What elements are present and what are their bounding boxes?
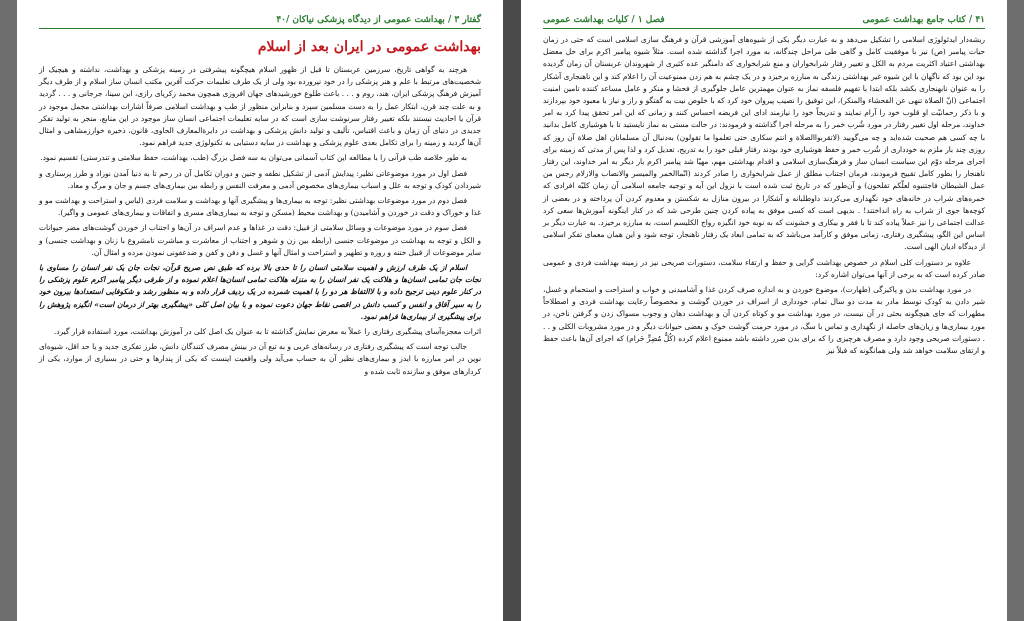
page-header <box>543 12 985 29</box>
paragraph: جالب توجه است که پیشگیری رفتاری در رسانه‌های غربی و به تبع آن در بینش مصرف کنندگان دانش، طرز تفکری جدید و یا حد اقل، شیوه‌ای نوین در امر مبارزه با ایدز و بیماری‌های نظیر آن به حساب می‌آید ولی واقعیت اینست که یکی از پندارها و حتی در بسیاری از موارد، یکی از کردارهای موفق و سازنده ثابت شده و <box>39 342 481 376</box>
paragraph: فصل دوم در مورد موضوعات بهداشتی نظیر: توجه به بیماری‌ها و پیشگیری آنها و بهداشت و سلامت فردی (لباس و استراحت و بهداشت مو و غذا و خوراک و دقت در خوردن و آشامیدن) و بهداشت محیط (مسکن و توجه به بیماری‌های مسری و اتفاقات و بیماری‌های عمومی و واگیر). <box>39 196 481 218</box>
paragraph: در مورد بهداشت بدن و پاکیزگی (طهارت)، موضوع خوردن و به اندازه صرف کردن غذا و آشامیدنی و خواب و استراحت و استحمام و غسل، شیر دادن به کودک توسط مادر به مدت دو سال تمام، خودداری از اسراف در خوردن گوشت و مخصوصاً رعایت بهداشت فردی و اصطلاحاً مطهرات که جای هیچگونه بحثی در آن نیست، در مورد بهداشت مو و کوتاه کردن آن و بهداشت دهان و وجوب مسواک زدن و گرفتن ناخن، در مورد بیماری‌ها و زیان‌های حاصله از نگهداری و تماس با سگ، در مورد حرمت گوشت خوک و بعضی حیوانات دیگر و در مورد مشروبات الکلی و . . . دستورات صریحی وجود دارد و مصرف هرچیزی را که برای بدن ضرر داشته باشد ممنوع اعلام کرده (کُلُّ مُضِرٍّ حَرام) که اجرای آن‌ها باعث حفظ و ارتقای سلامت خواهد شد ولی همانگونه که قبلاً نیز <box>543 285 985 356</box>
paragraph: هرچند به گواهی تاریخ، سرزمین عربستان تا قبل از ظهور اسلام هیچگونه پیشرفتی در زمینه پزشکی و بهداشت، نداشته و هیچیک از شخصیت‌های مرتبط با علم و هنر پزشکی را در خود نپرورده بود ولی از یک طرف تعلیمات حرکت آفرین مکتب انسان ساز اسلام و از طرف دیگر آمیزش فرهنگ پزشکی ایران، هند، روم و . . . باعث طلوع خورشیدهای جهان افروزی همچون محمد زکریای رازی، ابن سینا، جرجانی و . . . گردید و به علت چند قرن، ابتکار عمل را به دست مسلمین سپرد و بنابراین منظور از طب و بهداشت اسلامی صرفاً اشارات بهداشتی مجمل موجود در قرآن یا احادیث نیستند بلکه تغییر رفتار سرنوشت سازی است که در سایه تعلیمات اجتماعی انسان ساز موجود در این منابع، منجر به تولید تفکر جدیدی در دنیای آن زمان و باعث اقتباس، تألیف و تولید دانش پزشکی و بهداشت در دایرةالمعارف الحاوی، قانون، ذخیره خوارزمشاهی و امثال آن‌ها گردید و زمینه را برای تکامل بعدی علوم پزشکی و بهداشت در سایه دستیابی به تکنولوژی جدید فراهم نمود. <box>39 65 481 148</box>
paragraph: فصل سوم در مورد موضوعات و وسائل سلامتی از قبیل: دقت در غذاها و عدم اسراف در آن‌ها و اجتناب از خوردن گوشت‌های مضر حیوانات و الکل و توجه به بهداشت در موضوعات جنسی (رابطه بین زن و شوهر و اجتناب از معاشرت و مباشرت نامشروع با زنان و بهداشت جنسی) و سایر موضوعات از قبیل ختنه و روزه و تطهیر و استراحت و امثال آنها و غسل و دفن و کفن و ضدعفونی نمودن مرده و امثال آن. <box>39 223 481 257</box>
running-title: ۴۱ / کتاب جامع بهداشت عمومی <box>862 15 985 25</box>
paragraph: ریشه‌دار ایدئولوژی اسلامی را تشکیل می‌دهد و به عبارت دیگر یکی از شیوه‌های آموزشی قرآن و فرهنگ سازی اسلامی است که حتی در زمان حیات پیامبر (ص) نیز با موفقیت کامل و گاهی طی مراحل چندگانه، به مورد اجرا گذاشته شده است. مثلاً شیوه پیامبر اکرم برای حل معضل بهداشتی اعتیاد اکثریت مردم به الکل و تغییر رفتار شرابخواران و منع شرابخواری که دامنگیر عده کثیری از شهروندان عربستان آن زمان گردیده بود این بود که ناگهان با این شیوه غیر بهداشتی زندگی به مبارزه برخیزد و در یک چشم به هم زدن ممنوعیت آن را اعلام کند و این ناهنجاری آشکار را به عنوان نابهنجاری بکشد بلکه ابتدا با تفهیم فلسفه نماز به عنوان مهمترین عامل جلوگیری از فحشا و منکر و عامل مساعد کننده تامین امنیت اجتماعی (انّ الصلاة تنهی عن الفحشاء والمنکر)، این توفیق را نصیب پیروان خود کرد که با خلوص نیت به گفتگو و راز و نیاز با معبود خود بپردازند و با ذکر رحمانیّت او قلوب خود را آرام نمایند و تدریجاً خود را نیازمند ادای این فریضه احساس کنند و زمانی که این امر تحقق پیدا کرد به امر خداوند، مرحله اول تغییر رفتار در مورد شُرب خمر را به مرحله اجرا گذاشته و فرمودند: در حالت مستی به نماز نایستید تا با هوشیاری کامل بدانید با چه کسی هم صحبت شده‌اید و چه می‌گویید (لاتقربواالصلاة و انتم سکاری حتی تعلموا ما تقولون) به‌دنبال آن مسلمانان اهل صلاة آن روز که روزی چند بار ملزم به خودداری از شُرب خمر و حفظ هوشیاری خود بودند رفتار قبلی خود را به تدریج، تعدیل کرد و لذا پس از مدتی که زمینه برای اجرای مرحله دوّم این سیاست انسان ساز و فرهنگ‌سازی اسلامی و اقدام بهداشتی مهم، مهیّا شد پیامبر اکرم بار دیگر به امر خداوند، این رفتار ناهنجار را بطور کامل تقبیح فرمودند، فرمان اجتناب مطلق از عمل شرابخواری را صادر کردند (انّماالخمر والمیسر والانصاب والازلام رجس من عمل الشیطان فاجتنبوه لعلّکم تفلحون) و آن‌طور که در تاریخ ثبت شده است با نزول این آیه و توجیه جامعه اسلامی آن زمان کلیّه افرادی که خمره‌های شراب در خانه‌های خود نگهداری می‌کردند داوطلبانه و آشکارا در بیرون منازل به شکستن و معدوم کردن آن پرداخته و در بعضی از کوچه‌ها جوی از شراب به راه انداختند! . بدیهی است که کسی موفق به پیاده کردن چنین طرحی شد که در کنار اینگونه آموزش‌ها سعی کرد عدالت اجتماعی را نیز عملاً پیاده کند تا با فقر و بیکاری و خشونت که به نوبه خود انگیزه رواج الکلیسم است، به مبارزه برخیزد. به عبارت دیگر بر اساس این الگو، پیشگیری رفتاری، زمانی موفق و کارآمد می‌باشد که به تمامی ابعاد یک رفتار ناهنجار، توجه شود و این همان معمای تفکر اسلامی از دیدگاه ادیان الهی است. <box>543 35 985 252</box>
book-gutter <box>503 0 521 621</box>
paragraph: اسلام از یک طرف ارزش و اهمیت سلامتی انسان را تا حدی بالا برده که طبق نص صریح قرآن، نجات جان یک نفر انسان را مساوی با نجات جان تمامی انسان‌ها و هلاکت یک نفر انسان را به منزله هلاکت تمامی انسان‌ها اعلام نموده و از طرفی دیگر پیامبر اکرم علوم پزشکی را در کنار علوم دینی ترجیح داده و با لاالتفاظ هر دو را با اهمیت شمرده در یک ردیف قرار داده و به منظور رشد و شکوفایی استعدادها بیرون خود را به سیر آفاق و انفس و کسب دانش در اقصی نقاط جهان دعوت نموده و با بیان اصل کلی «پیشگیری بهتر از درمان است» انگیزه پژوهش را برای پیشگیری از بیماری‌ها فراهم نمود. <box>39 263 481 321</box>
paragraph: به طور خلاصه طب قرآنی را با مطالعه این کتاب آسمانی می‌توان به سه فصل بزرگ (طب، بهداشت، حفظ سلامتی و تندرستی) تقسیم نمود. <box>40 153 467 163</box>
paragraph: فصل اول در مورد موضوعاتی نظیر: پیدایش آدمی از تشکیل نطفه و جنین و دوران تکامل آن در رحم تا به دنیا آمدن نوزاد و طرز پرستاری و شیردادن کودک و توجه به علل و اسباب بیماری‌های مخصوص آدمی و معرفت النفس و رابطه بین بیماری‌های جسم و جان و مرگ و معاد. <box>39 168 481 190</box>
page-body <box>543 34 985 611</box>
chapter-title: فصل ۱ / کلیات بهداشت عمومی <box>543 15 665 25</box>
page-header <box>39 12 481 29</box>
paragraph: اثرات معجزه‌آسای پیشگیری رفتاری را عملاً به معرض نمایش گذاشته تا به عنوان یک اصل کلی در آموزش بهداشت، مورد استفاده قرار گیرد. <box>53 327 481 337</box>
running-title: گفتار ۳ / بهداشت عمومی از دیدگاه پزشکی نیاکان /۴۰ <box>276 15 481 25</box>
page-body <box>39 34 481 611</box>
paragraph: علاوه بر دستورات کلی اسلام در خصوص بهداشت گرایی و حفظ و ارتقاء سلامت، دستورات صریحی نیز در زمینه بهداشت فردی و عمومی صادر کرده است که به برخی از آنها می‌توان اشاره کرد: <box>543 257 985 279</box>
book-page-left <box>17 0 503 621</box>
section-heading: بهداشت عمومی در ایران بعد از اسلام <box>257 39 481 55</box>
book-page-right <box>521 0 1007 621</box>
